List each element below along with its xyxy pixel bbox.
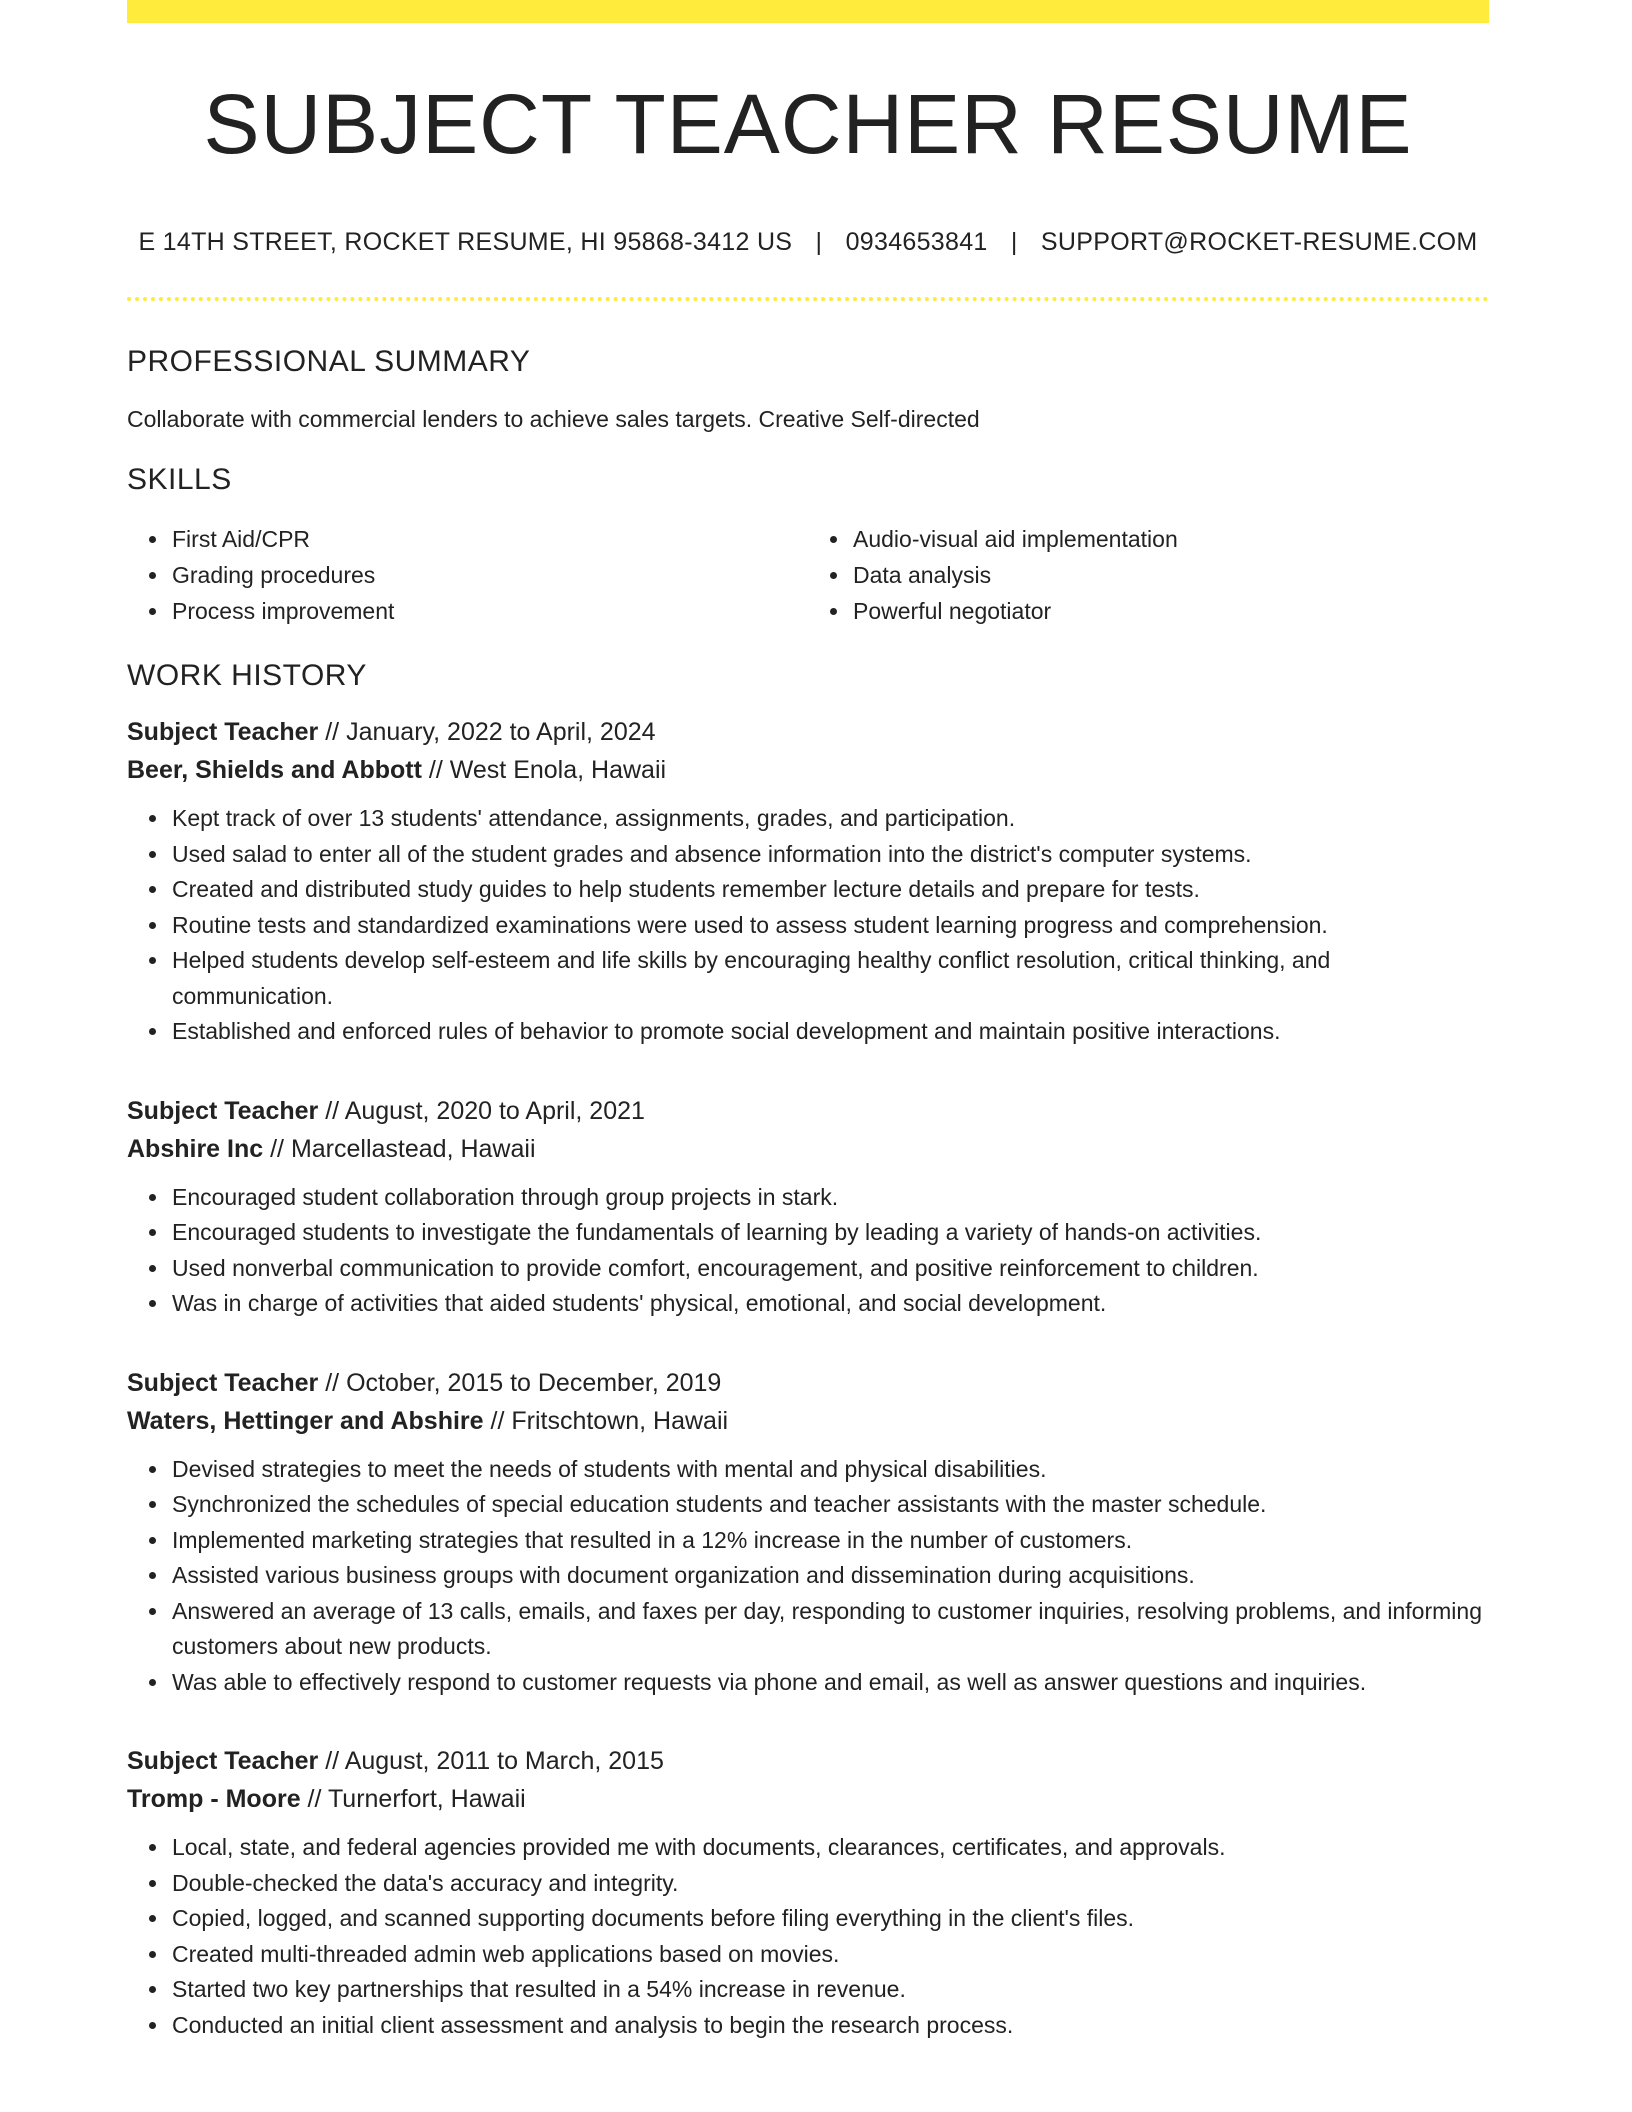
job-title: Subject Teacher [127,718,319,747]
job-delimiter: // [421,756,450,785]
job-bullet: • Helped students develop self-esteem and life skills by encouraging healthy conflict resolution, critical thinking, and communication. [170,943,1489,1014]
job-bullet: • Routine tests and standardized examinations were used to assess student learning progress and comprehension. [170,908,1489,944]
job-bullet: • Was able to effectively respond to customer requests via phone and email, as well as answer questions and inquiries. [170,1665,1489,1701]
job-bullet: • Assisted various business groups with document organization and dissemination during acquisitions. [170,1558,1489,1594]
job-bullet: • Implemented marketing strategies that resulted in a 12% increase in the number of customers. [170,1523,1489,1559]
job-delimiter: // [318,1096,345,1125]
job-bullet: • Copied, logged, and scanned supporting documents before filing everything in the client's files. [170,1901,1489,1937]
job-bullet-list [127,1180,1489,1322]
job-dates: October, 2015 to December, 2019 [346,1368,722,1397]
job-bullet: • Double-checked the data's accuracy and integrity. [170,1866,1489,1902]
skills-column-left [127,521,808,629]
job-company: Waters, Hettinger and Abshire [127,1406,484,1435]
job-bullet: • Encouraged students to investigate the fundamentals of learning by leading a variety of hands-on activities. [170,1215,1489,1251]
contact-email: SUPPORT@ROCKET-RESUME.COM [1040,228,1478,257]
job-bullet: • Synchronized the schedules of special education students and teacher assistants with the master schedule. [170,1487,1489,1523]
top-accent-bar [127,0,1489,23]
job-bullet: • Kept track of over 13 students' attendance, assignments, grades, and participation. [170,801,1489,837]
job-bullet: • Used nonverbal communication to provide comfort, encouragement, and positive reinforcement to children. [170,1251,1489,1287]
skill-item: • Grading procedures [170,557,808,593]
job-location: Marcellastead, Hawaii [290,1134,536,1163]
job-company-line [127,1780,1489,1818]
job-location: Turnerfort, Hawaii [327,1785,526,1814]
resume-page [127,0,1489,2043]
job-title-line [127,713,1489,751]
dotted-divider [127,297,1489,301]
job-company-line [127,1402,1489,1440]
job-delimiter: // [300,1785,328,1814]
job-company-line [127,1130,1489,1168]
job-bullet: • Conducted an initial client assessment and analysis to begin the research process. [170,2008,1489,2044]
job-title: Subject Teacher [127,1096,319,1125]
job-title-line [127,1364,1489,1402]
job-entry [127,1092,1489,1322]
job-company-line [127,751,1489,789]
job-location: Fritschtown, Hawaii [511,1406,729,1435]
job-bullet: • Was in charge of activities that aided students' physical, emotional, and social development. [170,1286,1489,1322]
skills-heading: SKILLS [127,463,232,497]
job-title-line [127,1092,1489,1130]
job-bullet: • Local, state, and federal agencies provided me with documents, clearances, certificates, and approvals. [170,1830,1489,1866]
job-bullet: • Created multi-threaded admin web applications based on movies. [170,1937,1489,1973]
contact-line [127,228,1489,257]
job-title-line [127,1742,1489,1780]
job-bullet: • Encouraged student collaboration through group projects in stark. [170,1180,1489,1216]
contact-phone: 0934653841 [845,228,988,257]
skill-item: • Audio-visual aid implementation [851,521,1489,557]
job-title: Subject Teacher [127,1747,319,1776]
skill-item: • First Aid/CPR [170,521,808,557]
job-bullet: • Created and distributed study guides to help students remember lecture details and prepare for tests. [170,872,1489,908]
job-company: Abshire Inc [127,1134,264,1163]
job-bullet-list [127,1452,1489,1701]
job-bullet: • Established and enforced rules of behavior to promote social development and maintain positive interactions. [170,1014,1489,1050]
job-entry [127,1364,1489,1701]
job-bullet-list [127,801,1489,1050]
job-company: Tromp - Moore [127,1785,301,1814]
job-dates: August, 2011 to March, 2015 [344,1747,664,1776]
job-delimiter: // [318,1368,347,1397]
job-company: Beer, Shields and Abbott [127,756,422,785]
resume-title: SUBJECT TEACHER RESUME [203,77,1413,171]
job-delimiter: // [263,1134,291,1163]
summary-text: Collaborate with commercial lenders to achieve sales targets. Creative Self-directed [127,406,980,433]
skill-item: • Powerful negotiator [851,593,1489,629]
job-dates: January, 2022 to April, 2024 [346,718,656,747]
job-bullet: • Started two key partnerships that resulted in a 54% increase in revenue. [170,1972,1489,2008]
skills-column-right [808,521,1489,629]
skill-item: • Process improvement [170,593,808,629]
contact-address: E 14TH STREET, ROCKET RESUME, HI 95868-3412 US [138,228,793,257]
job-entry [127,713,1489,1050]
job-title: Subject Teacher [127,1368,319,1397]
summary-heading: PROFESSIONAL SUMMARY [127,345,531,379]
skills-list [127,521,1489,629]
job-delimiter: // [318,718,347,747]
job-bullet: • Devised strategies to meet the needs of students with mental and physical disabilities. [170,1452,1489,1488]
job-entry [127,1742,1489,2043]
job-delimiter: // [483,1406,512,1435]
skill-item: • Data analysis [851,557,1489,593]
job-delimiter: // [318,1747,345,1776]
job-bullet-list [127,1830,1489,2043]
job-bullet: • Answered an average of 13 calls, emails, and faxes per day, responding to customer inquiries, resolving problems, and informing customers about new products. [170,1594,1489,1665]
contact-separator: | [815,228,823,257]
work-history-heading: WORK HISTORY [127,659,367,693]
contact-separator: | [1010,228,1018,257]
job-location: West Enola, Hawaii [449,756,667,785]
job-bullet: • Used salad to enter all of the student grades and absence information into the district's computer systems. [170,837,1489,873]
job-dates: August, 2020 to April, 2021 [344,1096,645,1125]
